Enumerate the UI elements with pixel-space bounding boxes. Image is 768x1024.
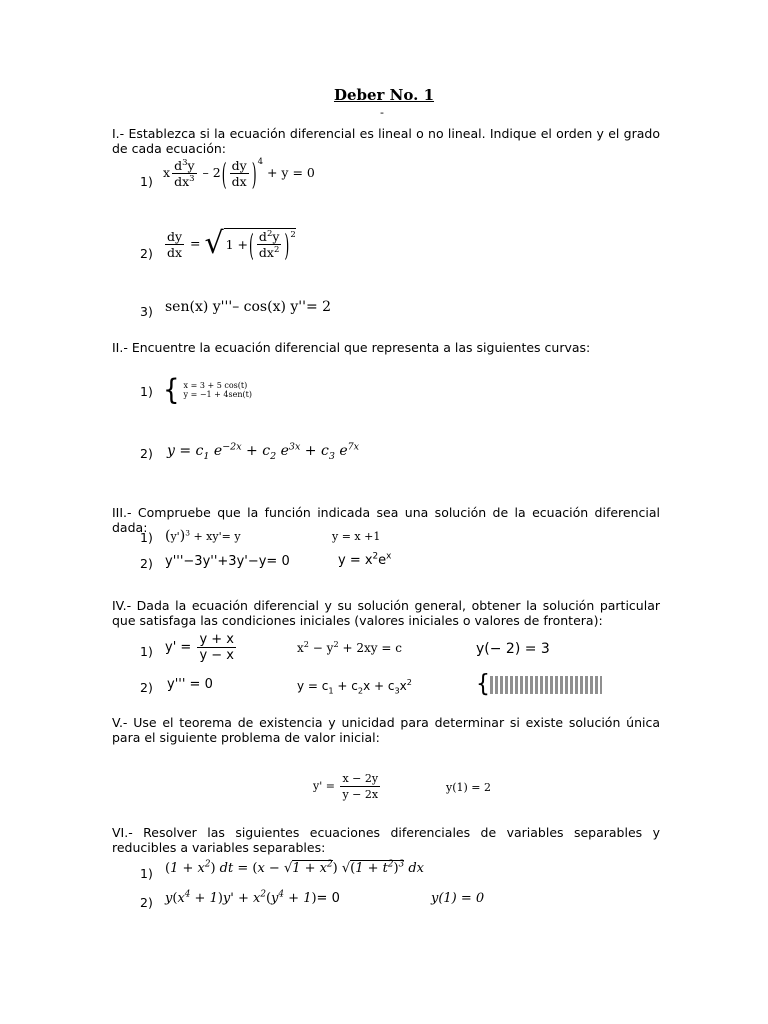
section-4-text: IV.- Dada la ecuación diferencial y su solución general, obtener la solución particular que satisfaga las condiciones iniciales (valores iniciales o valores de frontera):: [112, 598, 660, 628]
left-brace: {: [476, 670, 490, 699]
s6-item-2-number: 2): [140, 895, 153, 910]
s3-item-1-equation: $(y')^3 + xy'= y$: [165, 528, 241, 544]
s1-item-1-number: 1): [140, 174, 153, 189]
garbled-conditions: [490, 676, 602, 694]
s3-item-1-solution: y = x +1: [332, 530, 381, 543]
section-5-text: V.- Use el teorema de existencia y unicidad para determinar si existe solución única para el siguiente problema de valor inicial:: [112, 715, 660, 745]
s2-item-1-line-1: x = 3 + 5 cos(t): [183, 381, 248, 390]
s4-item-1-condition: y(− 2) = 3: [476, 641, 550, 657]
s3-item-2-number: 2): [140, 556, 153, 571]
left-brace: {: [163, 373, 180, 407]
section-6-text: VI.- Resolver las siguientes ecuaciones diferenciales de variables separables y reducibles a variables separables:: [112, 825, 660, 855]
section-5-intro: [112, 715, 660, 745]
s2-item-1-number: 1): [140, 384, 153, 399]
section-4-intro: [112, 598, 660, 628]
s6-item-1-number: 1): [140, 866, 153, 881]
section-3-text: III.- Compruebe que la función indicada sea una solución de la ecuación diferencial dada:: [112, 505, 660, 535]
s6-item-2-equation: $y(x^4 + 1)y' + x^2(y^4 + 1)= 0$: [165, 889, 340, 906]
s3-item-2-equation: y'''−3y''+3y'−y= 0: [165, 554, 290, 569]
page-title: Deber No. 1: [333, 86, 435, 104]
section-2-text: II.- Encuentre la ecuación diferencial que representa a las siguientes curvas:: [112, 340, 591, 355]
section-2-intro: [112, 340, 660, 355]
s1-item-1-equation: x $\frac{d^3y}{dx^3}$ – 2( $\frac{dy}{dx}$ )$^4$ + y = 0: [163, 155, 315, 192]
s4-item-1-number: 1): [140, 644, 153, 659]
s5-equation: y' = $\frac{x - 2y}{y - 2x}$: [313, 772, 379, 801]
s4-item-2-conditions-illegible: [476, 670, 602, 699]
s4-item-1-solution: $x^2 - y^2 + 2xy = c$: [297, 639, 402, 655]
s2-item-1-line-2: y = −1 + 4sen(t): [183, 390, 252, 399]
s3-item-1-number: 1): [140, 530, 153, 545]
s4-item-1-equation: y' = $\frac{y + x}{y - x}$: [165, 632, 234, 663]
section-6-intro: [112, 825, 660, 855]
s5-condition: y(1) = 2: [446, 781, 492, 794]
s1-item-2-equation: $\frac{dy}{dx}$ = √ 1 + ( $\frac{d^2y}{dx^2}$ ) $^2$: [167, 226, 296, 263]
s4-item-2-equation: y''' = 0: [167, 677, 213, 692]
s4-item-2-solution: $y = c_1 + c_2x + c_3x^2$: [297, 677, 412, 696]
section-1-text: I.- Establezca si la ecuación diferencial es lineal o no lineal. Indique el orden y el grado de cada ecuación:: [112, 126, 660, 156]
s1-item-3-equation: sen(x) y'''– cos(x) y''= 2: [165, 299, 332, 315]
s2-item-1-system: [163, 373, 252, 407]
s3-item-2-solution: $y = x^2e^x$: [338, 551, 392, 568]
s6-item-1-equation: $(1 + x^2)$ dt = $(x - √1 + x^2)$ $√(1 + t^2)^3$ dx: [165, 859, 424, 876]
s1-item-3-number: 3): [140, 304, 153, 319]
s6-item-2-condition: y(1) = 0: [431, 891, 485, 906]
s1-item-2-number: 2): [140, 246, 153, 261]
section-1-intro: [112, 126, 660, 156]
s2-item-2-equation: $y = c_1$ $e^{-2x} + c_2$ $e^{3x} + c_3$ $e^{7x}$: [167, 441, 360, 462]
s4-item-2-number: 2): [140, 680, 153, 695]
s2-item-2-number: 2): [140, 446, 153, 461]
title-dash: -: [380, 106, 384, 119]
